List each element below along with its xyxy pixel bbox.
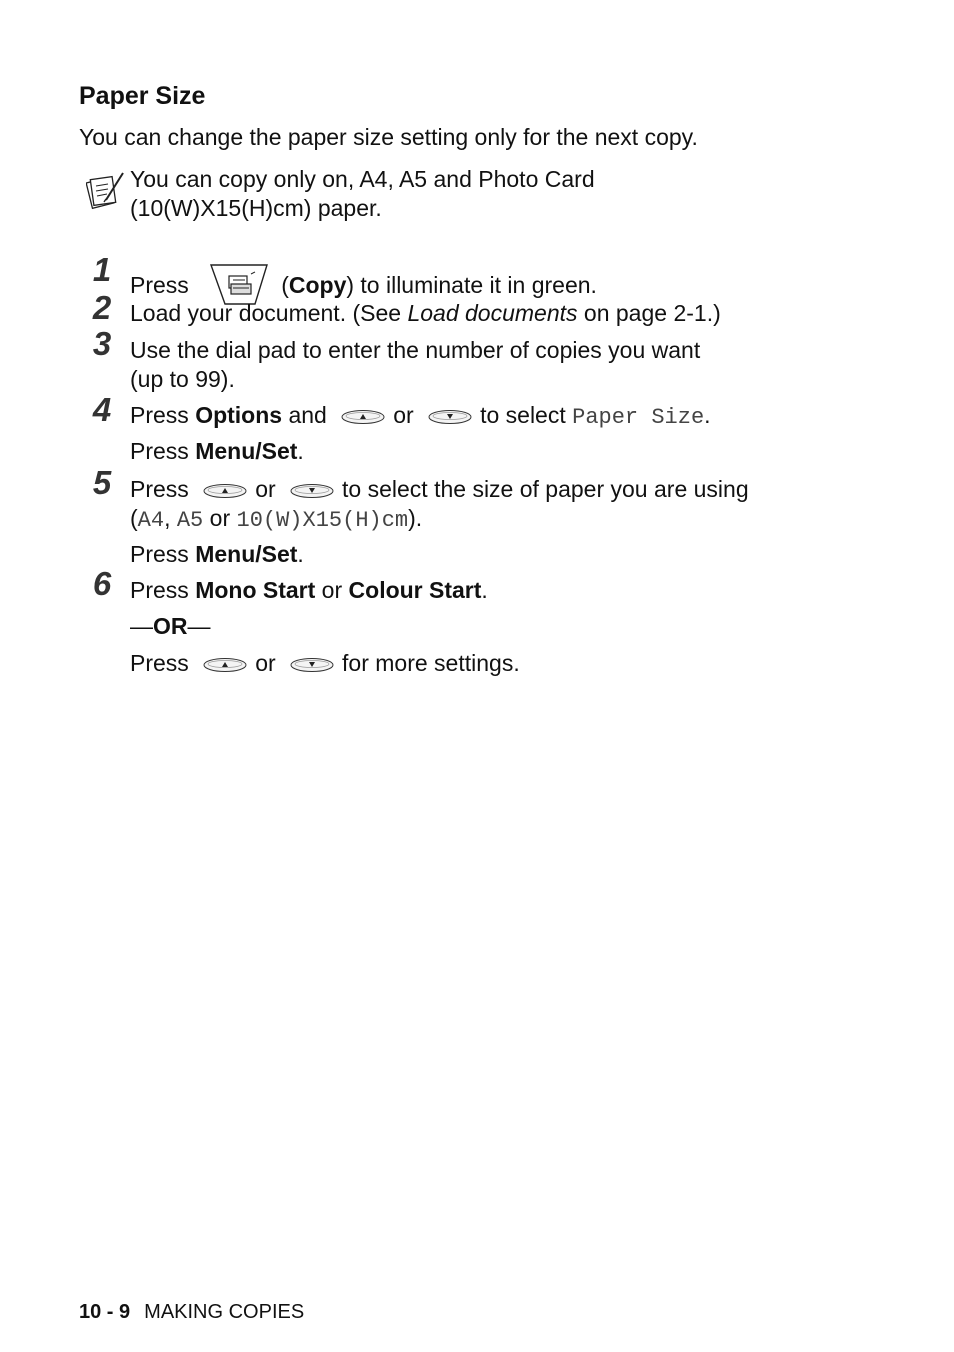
intro-text: You can change the paper size setting only for the next copy. [79, 124, 698, 150]
copy-key-label: Copy [288, 272, 347, 299]
option-photo-card: 10(W)X15(H)cm [236, 508, 409, 533]
lcd-menu-paper-size: Paper Size [572, 405, 705, 430]
load-documents-reference: Load documents [407, 300, 578, 326]
menu-set-key-label: Menu/Set [195, 541, 298, 567]
step-4-line-2: Press Menu/Set. [130, 438, 304, 464]
note-line-2: (10(W)X15(H)cm) paper. [130, 195, 382, 221]
mono-start-key-label: Mono Start [195, 577, 316, 603]
step-number-5: 5 [92, 464, 112, 501]
down-arrow-key-icon [428, 403, 472, 431]
note-pencil-icon [86, 170, 126, 210]
step-number-6: 6 [92, 565, 112, 602]
colour-start-key-label: Colour Start [348, 577, 482, 603]
step-3-line-2: (up to 99). [130, 366, 235, 392]
step-5-line-3: Press Menu/Set. [130, 541, 304, 567]
options-key-label: Options [195, 402, 283, 428]
step-1-line: Press (Copy) to illuminate it in green. [130, 262, 597, 312]
up-arrow-key-icon [203, 651, 247, 679]
step-6-line-1: Press Mono Start or Colour Start. [130, 577, 488, 603]
down-arrow-key-icon [290, 477, 334, 505]
step-5-line-1: Press or to select the size of paper you are using [130, 475, 749, 505]
page-heading: Paper Size [79, 82, 206, 110]
step-number-2: 2 [92, 289, 112, 326]
page-number: 10 - 9 [79, 1301, 131, 1323]
note-line-1: You can copy only on, A4, A5 and Photo Card [130, 166, 595, 192]
down-arrow-key-icon [290, 651, 334, 679]
or-divider: —OR— [130, 613, 211, 639]
step-2-line: Load your document. (See Load documents on page 2-1.) [130, 300, 721, 326]
step-number-4: 4 [92, 391, 112, 428]
step-4-line-1: Press Options and or to select Paper Size. [130, 402, 711, 430]
step-6-line-2: Press or for more settings. [130, 649, 520, 679]
up-arrow-key-icon [203, 477, 247, 505]
up-arrow-key-icon [341, 403, 385, 431]
step-3-line-1: Use the dial pad to enter the number of copies you want [130, 337, 701, 363]
menu-set-key-label: Menu/Set [195, 438, 298, 464]
section-title: MAKING COPIES [144, 1301, 305, 1323]
step-number-3: 3 [92, 325, 112, 362]
option-a5: A5 [176, 508, 204, 533]
option-a4: A4 [137, 508, 165, 533]
step-5-line-2: (A4, A5 or 10(W)X15(H)cm). [130, 505, 423, 533]
step-number-1: 1 [92, 251, 112, 288]
page-footer [79, 1301, 304, 1324]
note-text [130, 165, 595, 223]
